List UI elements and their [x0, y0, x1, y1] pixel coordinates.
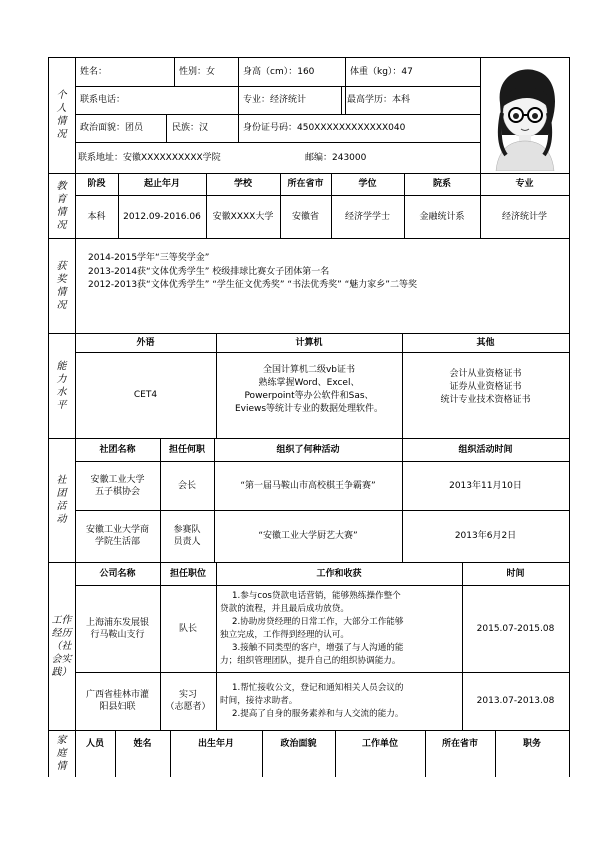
club-role-line: 员责人: [173, 537, 201, 547]
clubs-header-role: 担任何职: [168, 444, 205, 455]
section-label-char: 育: [56, 193, 67, 205]
section-label-ability: [48, 333, 75, 438]
family-header: 政治面貌: [280, 739, 317, 749]
section-label-char: 人: [56, 103, 67, 114]
section-label-char: 平: [56, 399, 67, 411]
id-number-field: 身份证号码：450XXXXXXXXXXXX040: [243, 123, 406, 133]
work-company: [75, 672, 160, 730]
work-company-line: 广西省桂林市灌: [85, 690, 149, 700]
section-label-char: 个: [56, 90, 67, 101]
work-details: [220, 672, 460, 730]
section-label-education: [48, 173, 75, 238]
section-label-char: 家: [56, 735, 67, 746]
education-cell: 本科: [87, 211, 106, 222]
club-activity: “第一届马鞍山市高校棋王争霸赛”: [240, 480, 376, 491]
award-line: 2012-2013获“文体优秀学生” “学生征文优秀奖” “书法优秀奖” “魅力家乡”二等奖: [88, 280, 417, 290]
other-certificates: [402, 368, 569, 407]
family-header: 人员: [85, 739, 104, 749]
computer-skill-line: 全国计算机二级vb证书: [262, 365, 356, 375]
work-time: 2015.07-2015.08: [476, 623, 555, 634]
name-field: 姓名：: [80, 66, 108, 77]
education-header: 专业: [515, 179, 534, 189]
work-details: [220, 585, 460, 672]
club-activity: “安徽工业大学厨艺大赛”: [258, 531, 358, 541]
work-header-company: 公司名称: [99, 568, 136, 579]
section-label-char: 庭: [56, 748, 67, 759]
address-field: 联系地址：安徽XXXXXXXXXX学院: [78, 152, 221, 163]
club-time: 2013年11月10日: [449, 480, 522, 491]
computer-skill-line: Eviews等统计专业的数据处理软件。: [234, 404, 384, 414]
club-name-line: 五子棋协会: [94, 486, 140, 497]
section-label-char: 活: [56, 501, 67, 512]
work-company-line: 上海浦东发展银: [85, 617, 149, 628]
section-label-clubs: [48, 438, 75, 562]
clubs-header-time: 组织活动时间: [458, 444, 513, 455]
work-detail-line: 1.参与cos贷款电话营销，能够熟练操作整个: [232, 590, 401, 601]
major-field: 专业：经济统计: [243, 95, 307, 105]
gender-field: 性别：女: [179, 66, 216, 77]
club-name-line: 学院生活部: [94, 537, 140, 547]
club-time: 2013年6月2日: [454, 531, 517, 541]
ability-header-computer: 计算机: [295, 337, 323, 348]
certificate-line: 证券从业资格证书: [449, 382, 522, 392]
section-label-char: 工作: [51, 614, 72, 626]
education-cell: 经济统计学: [501, 211, 547, 222]
height-field: 身高（cm）：160: [243, 66, 315, 77]
family-header: 所在省市: [441, 739, 478, 749]
section-label-char: 况: [56, 219, 67, 231]
politics-field: 政治面貌：团员: [80, 123, 144, 133]
awards-list: [88, 252, 558, 312]
section-label-char: 情: [56, 206, 67, 218]
phone-field: 联系电话：: [80, 95, 126, 105]
section-label-char: 能: [56, 360, 67, 372]
education-header: 学位: [358, 179, 377, 189]
education-header: 学校: [233, 179, 252, 189]
clubs-header-activity: 组织了何种活动: [276, 444, 340, 455]
weight-field: 体重（kg）：47: [350, 66, 413, 77]
club-role-line: 参赛队: [173, 525, 201, 535]
clubs-header-name: 社团名称: [99, 444, 136, 455]
certificate-line: 统计专业技术资格证书: [440, 395, 531, 405]
work-detail-line: 独立完成，工作得到经理的认可。: [220, 629, 349, 640]
section-label-char: 情: [56, 116, 67, 127]
work-header-position: 担任职位: [169, 568, 206, 579]
computer-skills: [216, 364, 402, 416]
postcode-field: 邮编：243000: [305, 152, 367, 163]
section-label-char: 力: [56, 373, 67, 385]
club-role: [160, 510, 214, 562]
club-name: [75, 461, 160, 510]
work-position-line: （志愿者）: [165, 702, 211, 712]
section-label-char: 社: [56, 475, 67, 486]
education-cell: 金融统计系: [419, 211, 465, 222]
work-company: [75, 585, 160, 672]
work-detail-line: 3.接触不同类型的客户，增强了与人沟通的能: [232, 642, 404, 653]
work-company-line: 阳县妇联: [99, 702, 136, 712]
education-cell: 安徽XXXX大学: [212, 211, 274, 222]
work-detail-line: 时间，接待求助者。: [220, 695, 298, 706]
work-detail-line: 2.提高了自身的服务素养和与人交流的能力。: [232, 708, 404, 719]
education-header: 院系: [432, 179, 451, 189]
family-header: 工作单位: [361, 739, 398, 749]
section-label-family: [48, 730, 75, 777]
work-time: 2013.07-2013.08: [476, 696, 555, 706]
section-label-char: 情: [56, 286, 67, 298]
work-position: [160, 585, 216, 672]
section-label-char: 经历: [51, 627, 72, 639]
section-label-char: 会实: [51, 653, 72, 665]
family-header: 出生年月: [197, 739, 234, 749]
avatar: [482, 63, 568, 171]
club-name: [75, 510, 160, 562]
section-label-char: 团: [56, 488, 67, 499]
education-header: 所在省市: [287, 179, 324, 189]
education-header: 阶段: [87, 179, 106, 189]
ethnicity-field: 民族：汉: [172, 123, 209, 133]
section-label-personal: [48, 57, 75, 173]
ability-header-other: 其他: [476, 337, 495, 348]
work-header-time: 时间: [506, 568, 525, 579]
section-label-char: 获: [56, 260, 67, 272]
club-role-line: 会长: [177, 480, 196, 491]
education-cell: 经济学学士: [344, 211, 390, 222]
section-label-char: 况: [56, 129, 67, 140]
club-name-line: 安徽工业大学商: [85, 525, 149, 535]
family-header: 职务: [522, 739, 541, 749]
family-header: 姓名: [133, 739, 152, 749]
certificate-line: 会计从业资格证书: [449, 369, 522, 379]
section-label-char: 动: [56, 514, 67, 525]
club-name-line: 安徽工业大学: [90, 474, 145, 485]
ability-header-foreign: 外语: [136, 337, 155, 348]
computer-skill-line: Powerpoint等办公软件和Sas、: [244, 391, 374, 401]
work-detail-line: 贷款的流程，并且最后成功放贷。: [220, 603, 349, 614]
work-position-line: 队长: [178, 623, 197, 634]
award-line: 2013-2014获“文体优秀学生” 校级排球比赛女子团体第一名: [88, 266, 330, 277]
education-cell: 安徽省: [291, 211, 319, 222]
work-header-details: 工作和收获: [316, 568, 362, 579]
work-detail-line: 1.帮忙接收公文，登记和通知相关人员会议的: [232, 682, 404, 693]
club-role: [160, 461, 214, 510]
section-label-char: （社: [51, 640, 72, 652]
section-label-char: 奖: [56, 273, 67, 285]
section-label-char: 教: [56, 180, 67, 192]
work-detail-line: 2.协助房贷经理的日常工作，大部分工作能够: [232, 616, 404, 627]
degree-field: 最高学历：本科: [347, 95, 411, 105]
work-position-line: 实习: [178, 690, 197, 700]
work-detail-line: 力；组织管理团队，提升自己的组织协调能力。: [220, 655, 401, 666]
section-label-char: 水: [56, 386, 67, 398]
work-position: [160, 672, 216, 730]
foreign-language-value: CET4: [133, 390, 158, 400]
section-label-work: [48, 562, 75, 730]
section-label-char: 情: [56, 761, 67, 772]
education-header: 起止年月: [143, 179, 180, 189]
education-cell: 2012.09-2016.06: [123, 211, 201, 222]
section-label-char: 践）: [51, 666, 72, 678]
award-line: 2014-2015学年“三等奖学金”: [88, 253, 210, 263]
section-label-awards: [48, 238, 75, 333]
section-label-char: 况: [56, 299, 67, 311]
computer-skill-line: 熟练掌握Word、Excel、: [258, 378, 360, 388]
work-company-line: 行马鞍山支行: [90, 629, 145, 640]
